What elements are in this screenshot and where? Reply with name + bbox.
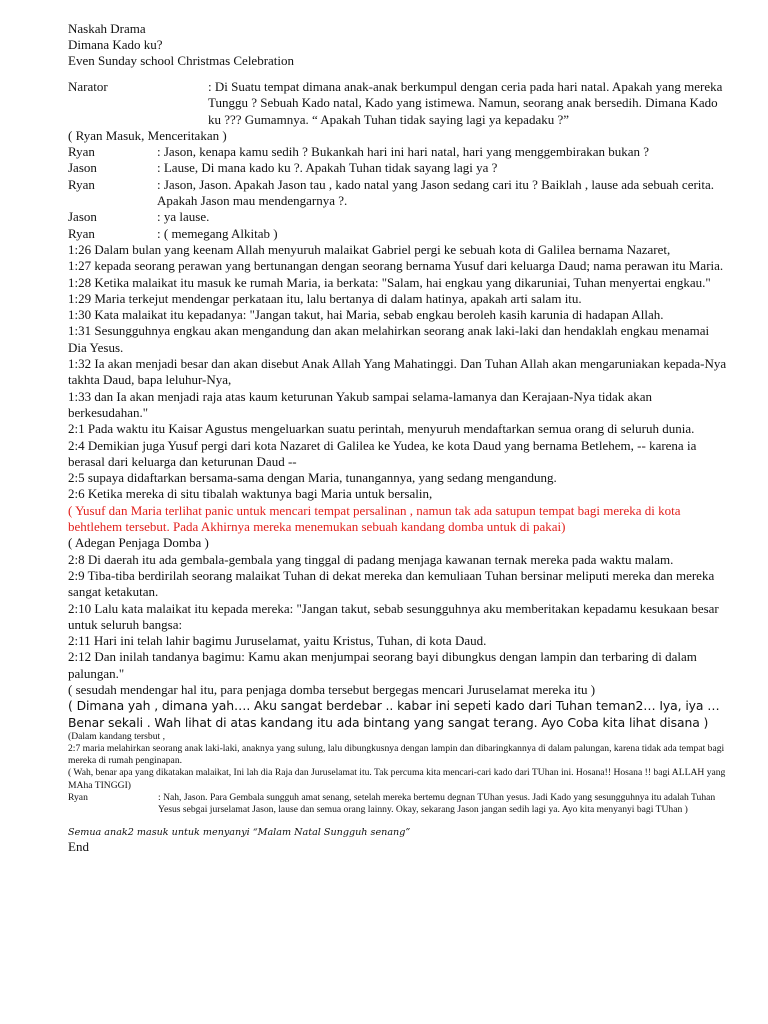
verse: 1:31 Sesungguhnya engkau akan mengandung dan akan melahirkan seorang anak laki-laki dan hendaklah engkau menamai Dia Yesus. <box>68 323 710 355</box>
verse: 1:33 dan Ia akan menjadi raja atas kaum keturunan Yakub sampai selama-lamanya dan Kerajaan-Nya tidak akan berkesudahan." <box>68 388 653 420</box>
speaker: Ryan <box>68 176 95 192</box>
end-marker: End <box>68 839 89 855</box>
dialog-text: : Nah, Jason. Para Gembala sungguh amat senang, setelah mereka bertemu degnan TUhan yesus. Jadi Kado yang sesungguhnya itu adalah Tuhan Yesus sebgai jurselamat Jason, lause dan semua orang lainny. Okay, sekarang Jason jangan sedih lagi ya. Ayo kita menyanyi bagi TUhan ) <box>158 791 716 816</box>
verse: 1:30 Kata malaikat itu kepadanya: "Jangan takut, hai Maria, sebab engkau beroleh kasih karunia di hadapan Allah. <box>68 307 664 323</box>
dialog-text: : ya lause. <box>157 209 210 225</box>
scripture-verses-2 <box>68 552 728 682</box>
closing-instruction: Semua anak2 masuk untuk menyanyi “Malam Natal Sungguh senang” <box>68 827 411 839</box>
verse: 1:26 Dalam bulan yang keenam Allah menyuruh malaikat Gabriel pergi ke sebuah kota di Galilea bernama Nazaret, <box>68 241 671 257</box>
shepherds-dialog: ( Dimana yah , dimana yah…. Aku sangat berdebar .. kabar ini sepeti kado dari Tuhan teman2… Iya, iya … Benar sekali . Wah lihat di atas kandang itu ada bintang yang sangat terang. Ayo Coba kita lihat disana ) <box>68 698 720 730</box>
small-print-section <box>68 731 728 816</box>
dialog-line <box>68 226 728 242</box>
title-line-3: Even Sunday school Christmas Celebration <box>68 53 295 68</box>
scripture-verses <box>68 242 728 503</box>
speaker: Jason <box>68 209 97 225</box>
verse: 2:1 Pada waktu itu Kaisar Agustus mengeluarkan suatu perintah, menyuruh mendaftarkan semua orang di seluruh dunia. <box>68 421 695 437</box>
verse: 2:4 Demikian juga Yusuf pergi dari kota Nazaret di Galilea ke Yudea, ke kota Daud yang bernama Betlehem, -- karena ia berasal dari keluarga dan keturunan Daud -- <box>68 437 697 469</box>
verse: 2:5 supaya didaftarkan bersama-sama dengan Maria, tunangannya, yang sedang mengandung. <box>68 470 557 486</box>
narrator-block <box>68 79 728 128</box>
verse: 1:28 Ketika malaikat itu masuk ke rumah Maria, ia berkata: "Salam, hai engkau yang dikaruniai, Tuhan menyertai engkau." <box>68 274 711 290</box>
verse: 2:10 Lalu kata malaikat itu kepada mereka: "Jangan takut, sebab sesungguhnya aku memberitakan kepadamu kesukaan besar untuk seluruh bangsa: <box>68 600 719 632</box>
stage-direction-3: ( sesudah mendengar hal itu, para penjaga domba tersebut bergegas mencari Juruselamat mereka itu ) <box>68 681 596 697</box>
verse: 2:6 Ketika mereka di situ tibalah waktunya bagi Maria untuk bersalin, <box>68 486 433 502</box>
speaker: Jason <box>68 160 97 176</box>
red-stage-note: ( Yusuf dan Maria terlihat panic untuk mencari tempat persalinan , namun tak ada satupun tempat bagi mereka di kota behtlehem tersebut. Pada Akhirnya mereka menemukan sebuah kandang domba untuk di pakai) <box>68 502 681 535</box>
verse: 1:32 Ia akan menjadi besar dan akan disebut Anak Allah Yang Mahatinggi. Dan Tuhan Allah akan mengaruniakan kepada-Nya takhta Daud, bapa leluhur-Nya, <box>68 356 727 388</box>
small-line-3: ( Wah, benar apa yang dikatakan malaikat, Ini lah dia Raja dan Juruselamat itu. Tak percuma kita mencari-cari kado dari TUhan ini. Hosana!! Hosana !! bagi ALLAH yang MAha TINGGI) <box>68 767 726 791</box>
dialog-line <box>68 144 728 160</box>
speaker: Ryan <box>68 225 95 241</box>
dialog-line <box>68 160 728 176</box>
dialog-line <box>68 209 728 225</box>
dialog-text: : ( memegang Alkitab ) <box>157 225 278 241</box>
verse: 2:8 Di daerah itu ada gembala-gembala yang tinggal di padang menjaga kawanan ternak mereka pada waktu malam. <box>68 551 674 567</box>
verse: 1:29 Maria terkejut mendengar perkataan itu, lalu bertanya di dalam hatinya, apakah arti salam itu. <box>68 290 582 306</box>
title-line-2: Dimana Kado ku? <box>68 37 163 52</box>
verse: 2:9 Tiba-tiba berdirilah seorang malaikat Tuhan di dekat mereka dan kemuliaan Tuhan bersinar meliputi mereka dan mereka sangat ketakutan. <box>68 567 715 600</box>
speaker: Ryan <box>68 144 95 160</box>
title-line-1: Naskah Drama <box>68 21 146 36</box>
stage-direction-1: ( Ryan Masuk, Menceritakan ) <box>68 127 227 143</box>
dialog-text: : Jason, kenapa kamu sedih ? Bukankah hari ini hari natal, hari yang menggembirakan bukan ? <box>157 144 650 160</box>
stage-direction-2: ( Adegan Penjaga Domba ) <box>68 535 209 551</box>
verse: 2:11 Hari ini telah lahir bagimu Juruselamat, yaitu Kristus, Tuhan, di kota Daud. <box>68 633 487 649</box>
document-header <box>68 21 728 69</box>
narrator-speaker: Narator <box>68 79 108 94</box>
dialog-text: : Lause, Di mana kado ku ?. Apakah Tuhan tidak sayang lagi ya ? <box>157 160 498 176</box>
dialog-text: : Jason, Jason. Apakah Jason tau , kado natal yang Jason sedang cari itu ? Baiklah , lause ada sebuah cerita. Apakah Jason mau mendengarnya ?. <box>157 176 715 209</box>
verse: 2:12 Dan inilah tandanya bagimu: Kamu akan menjumpai seorang bayi dibungkus dengan lampin dan terbaring di dalam palungan." <box>68 649 697 681</box>
small-line-1: (Dalam kandang tersbut , <box>68 730 165 742</box>
dialog-line <box>68 177 728 210</box>
ryan-closing-line <box>68 792 728 816</box>
verse: 1:27 kepada seorang perawan yang bertunangan dengan seorang bernama Yusuf dari keluarga Daud; nama perawan itu Maria. <box>68 258 724 274</box>
small-line-2: 2:7 maria melahirkan seorang anak laki-laki, anaknya yang sulung, lalu dibungkusnya dengan lampin dan dibaringkannya di dalam palungan, karena tidak ada tempat bagi mereka di rumah penginapan. <box>68 743 725 767</box>
narrator-text: : Di Suatu tempat dimana anak-anak berkumpul dengan ceria pada hari natal. Apakah yang mereka Tunggu ? Sebuah Kado natal, Kado yang istimewa. Namun, seorang anak bersedih. Dimana Kado ku ??? Gumamnya. “ Apakah Tuhan tidak saying lagi ya kepadaku ?” <box>208 79 723 127</box>
speaker: Ryan <box>68 791 88 803</box>
spacer <box>68 69 728 79</box>
